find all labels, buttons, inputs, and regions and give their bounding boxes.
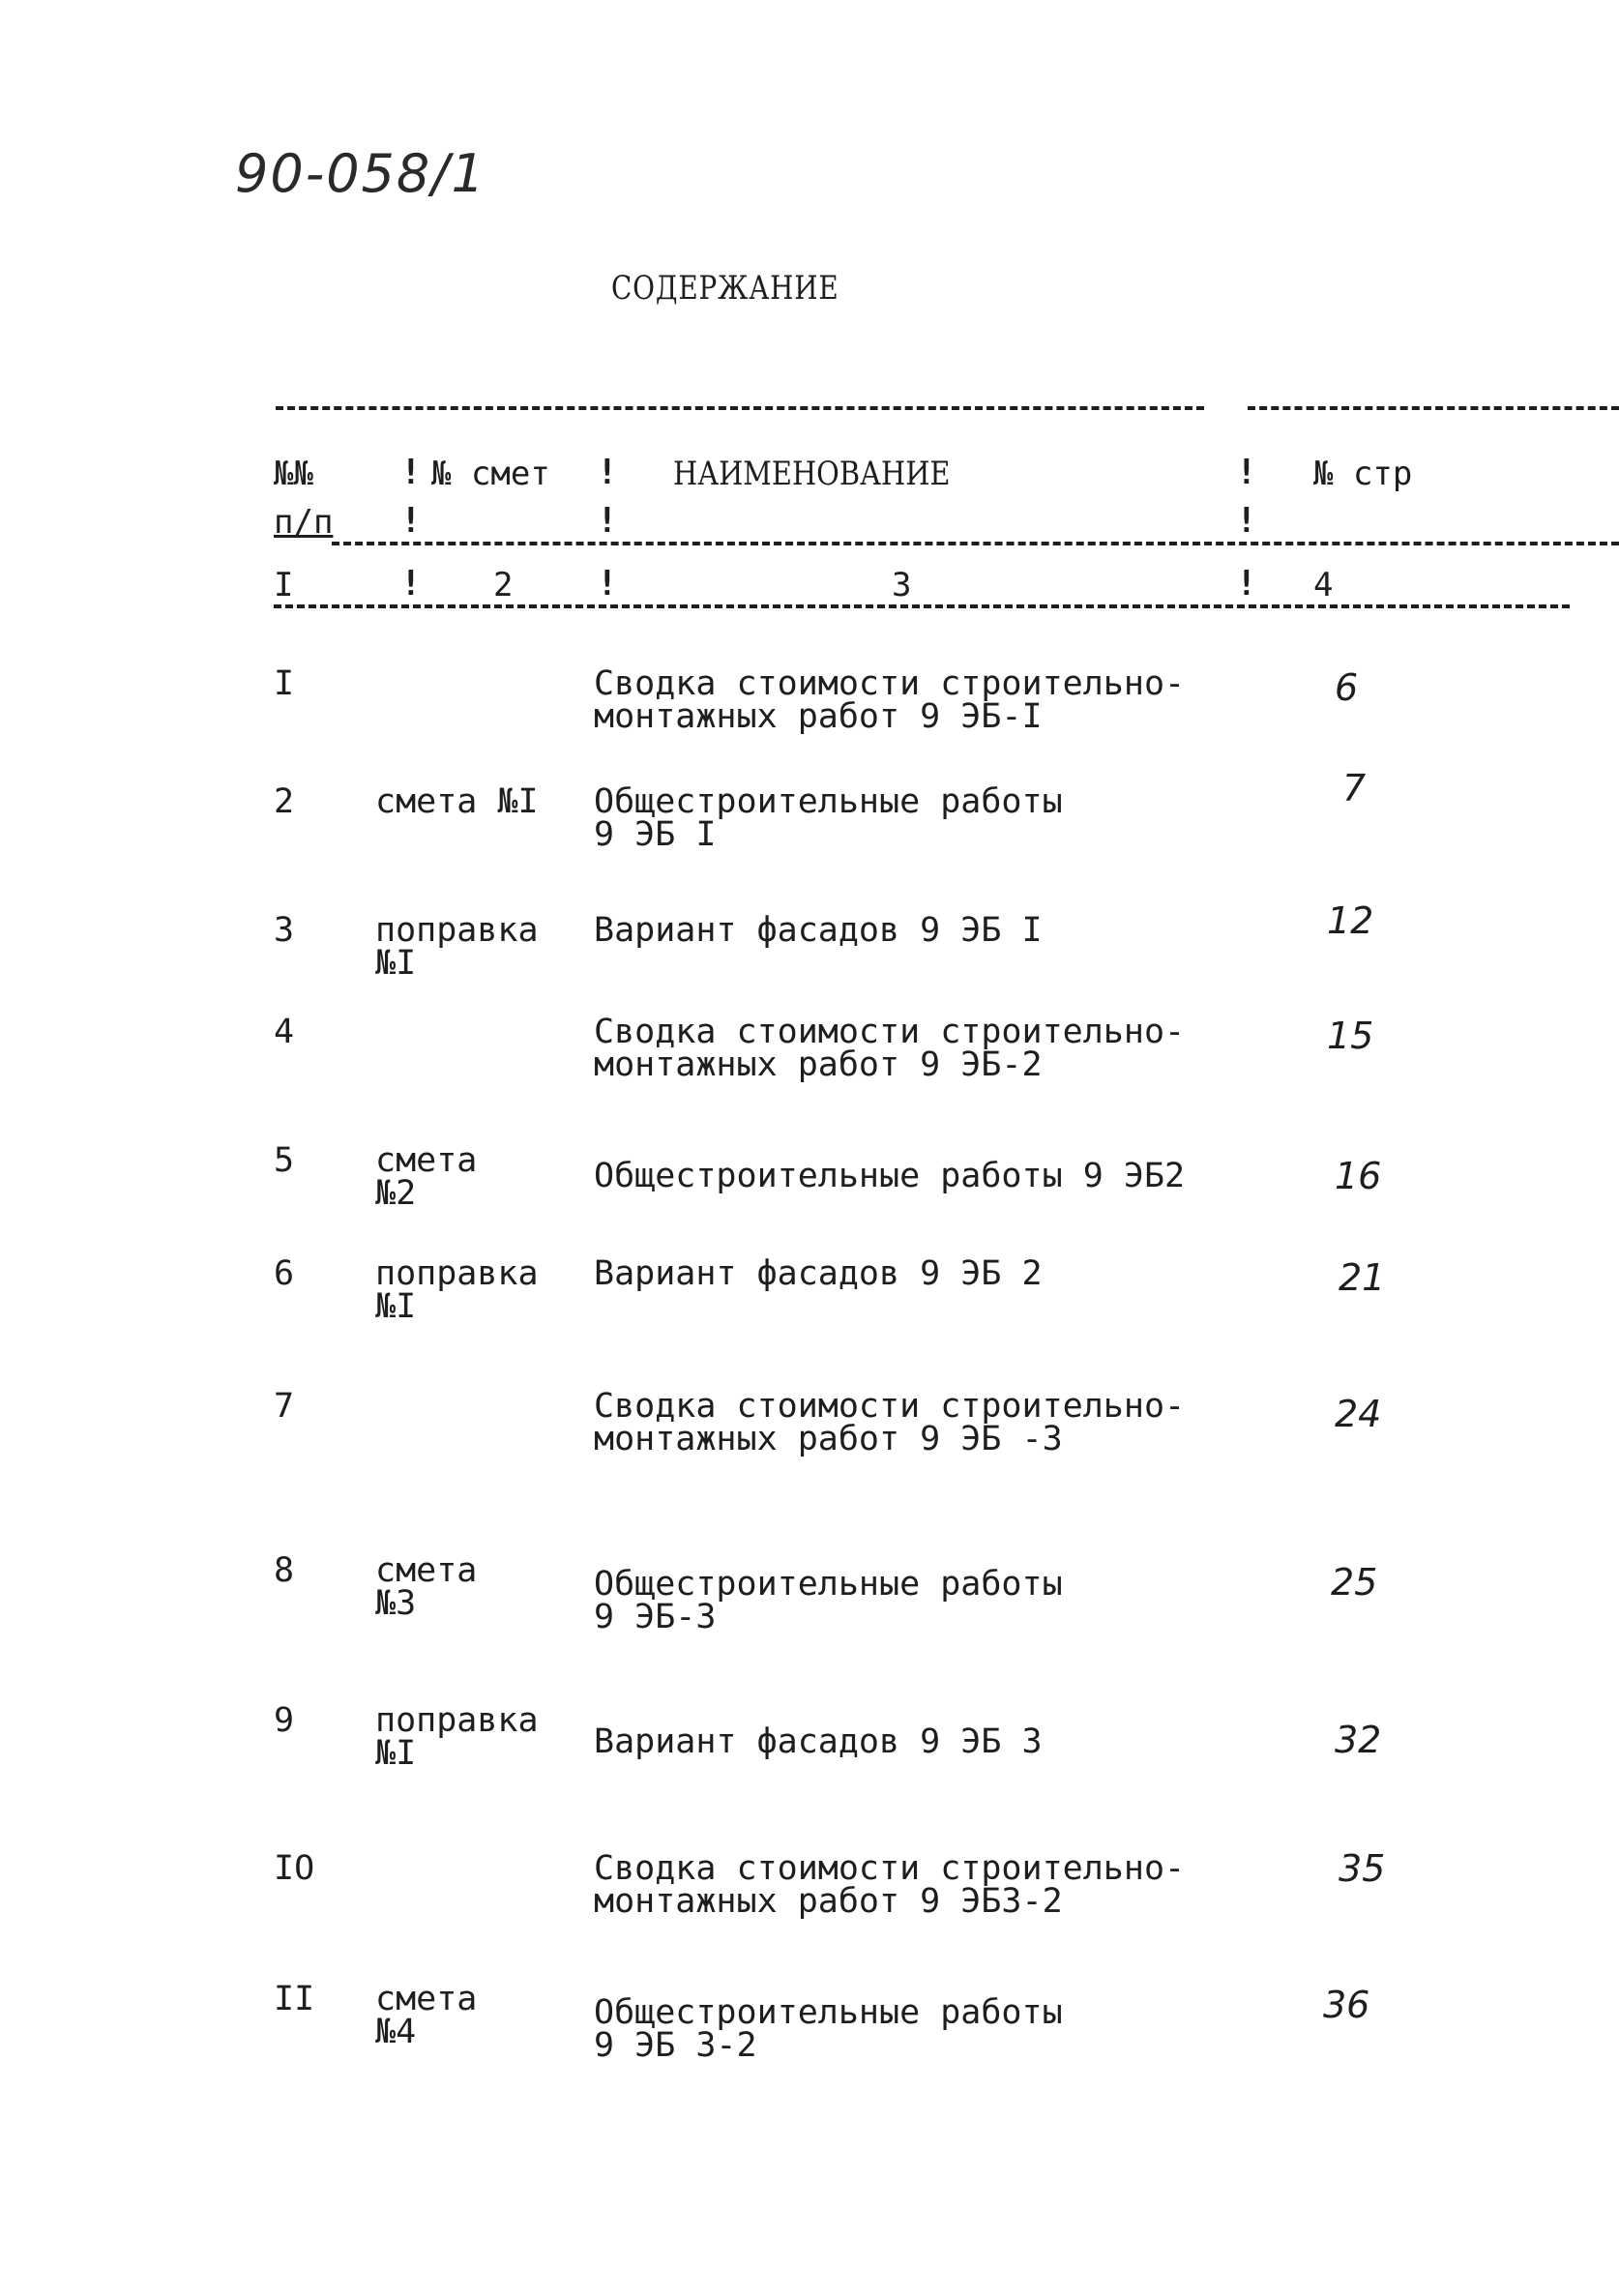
header-separator: ! [597,453,618,492]
row-name: Общестроительные работы 9 ЭБ2 [594,1157,1186,1195]
row-name: Вариант фасадов 9 ЭБ I [594,911,1043,950]
column-number: 3 [892,566,912,604]
table-top-rule [276,406,1204,410]
row-page: 7 [1342,767,1367,809]
row-estimate: смета №3 [375,1551,478,1623]
table-row [0,1980,1619,2099]
header-separator: ! [1236,453,1257,492]
table-row [0,1551,1619,1670]
document-title: СОДЕРЖАНИЕ [611,269,839,308]
row-page: 21 [1339,1256,1386,1299]
row-estimate: поправка №I [375,911,539,983]
row-name: Сводка стоимости строительно- монтажных работ 9 ЭБ3-2 [594,1849,1186,1921]
row-name: Сводка стоимости строительно- монтажных работ 9 ЭБ-I [594,664,1186,736]
row-estimate: смета №4 [375,1980,478,2051]
table-row [0,664,1619,783]
row-number: IO [274,1849,315,1888]
row-estimate: смета №2 [375,1141,478,1213]
header-separator: ! [400,564,422,603]
header-bottom-rule [274,604,1570,608]
table-top-rule-right [1248,406,1619,410]
row-number: 3 [274,911,295,950]
row-number: 8 [274,1551,295,1590]
column-number: I [274,566,294,604]
row-name: Сводка стоимости строительно- монтажных работ 9 ЭБ-2 [594,1013,1186,1084]
row-name: Сводка стоимости строительно- монтажных работ 9 ЭБ -3 [594,1387,1186,1458]
row-number: 2 [274,782,295,821]
table-row [0,1013,1619,1132]
header-separator: ! [1236,564,1257,603]
column-number: 2 [493,566,514,604]
header-separator: ! [400,501,422,541]
header-separator: ! [597,564,618,603]
row-estimate: смета №I [375,782,539,821]
row-page: 25 [1331,1561,1378,1604]
header-num-line2: п/п [274,503,334,542]
header-estimate: № смет [431,455,550,493]
row-page: 36 [1323,1984,1370,2026]
header-mid-rule [332,542,1619,545]
row-page: 35 [1339,1847,1386,1890]
header-separator: ! [400,453,422,492]
row-number: II [274,1980,315,2018]
row-estimate: поправка №I [375,1254,539,1326]
header-separator: ! [1236,501,1257,541]
row-page: 12 [1327,899,1374,942]
row-number: I [274,664,295,703]
table-row [0,1387,1619,1506]
row-estimate: поправка №I [375,1701,539,1773]
table-row [0,767,1619,901]
row-name: Общестроительные работы 9 ЭБ 3-2 [594,1993,1063,2065]
header-name: НАИМЕНОВАНИЕ [673,455,951,493]
row-number: 7 [274,1387,295,1426]
row-name: Вариант фасадов 9 ЭБ 3 [594,1722,1043,1761]
document-code: 90-058/1 [235,143,486,204]
table-row [0,1141,1619,1260]
table-row [0,1254,1619,1373]
row-name: Общестроительные работы 9 ЭБ-3 [594,1565,1063,1636]
header-separator: ! [597,501,618,541]
table-row [0,1701,1619,1820]
row-page: 15 [1327,1015,1374,1057]
row-number: 9 [274,1701,295,1740]
header-num-line1: №№ [274,455,313,493]
row-number: 6 [274,1254,295,1293]
column-number: 4 [1313,566,1334,604]
row-number: 4 [274,1013,295,1051]
row-name: Вариант фасадов 9 ЭБ 2 [594,1254,1043,1293]
header-page: № стр [1313,455,1413,493]
row-number: 5 [274,1141,295,1180]
row-page: 24 [1335,1393,1382,1435]
row-page: 6 [1335,666,1359,709]
table-row [0,1847,1619,1968]
row-page: 16 [1335,1155,1382,1197]
row-name: Общестроительные работы 9 ЭБ I [594,782,1063,854]
row-page: 32 [1335,1719,1382,1761]
